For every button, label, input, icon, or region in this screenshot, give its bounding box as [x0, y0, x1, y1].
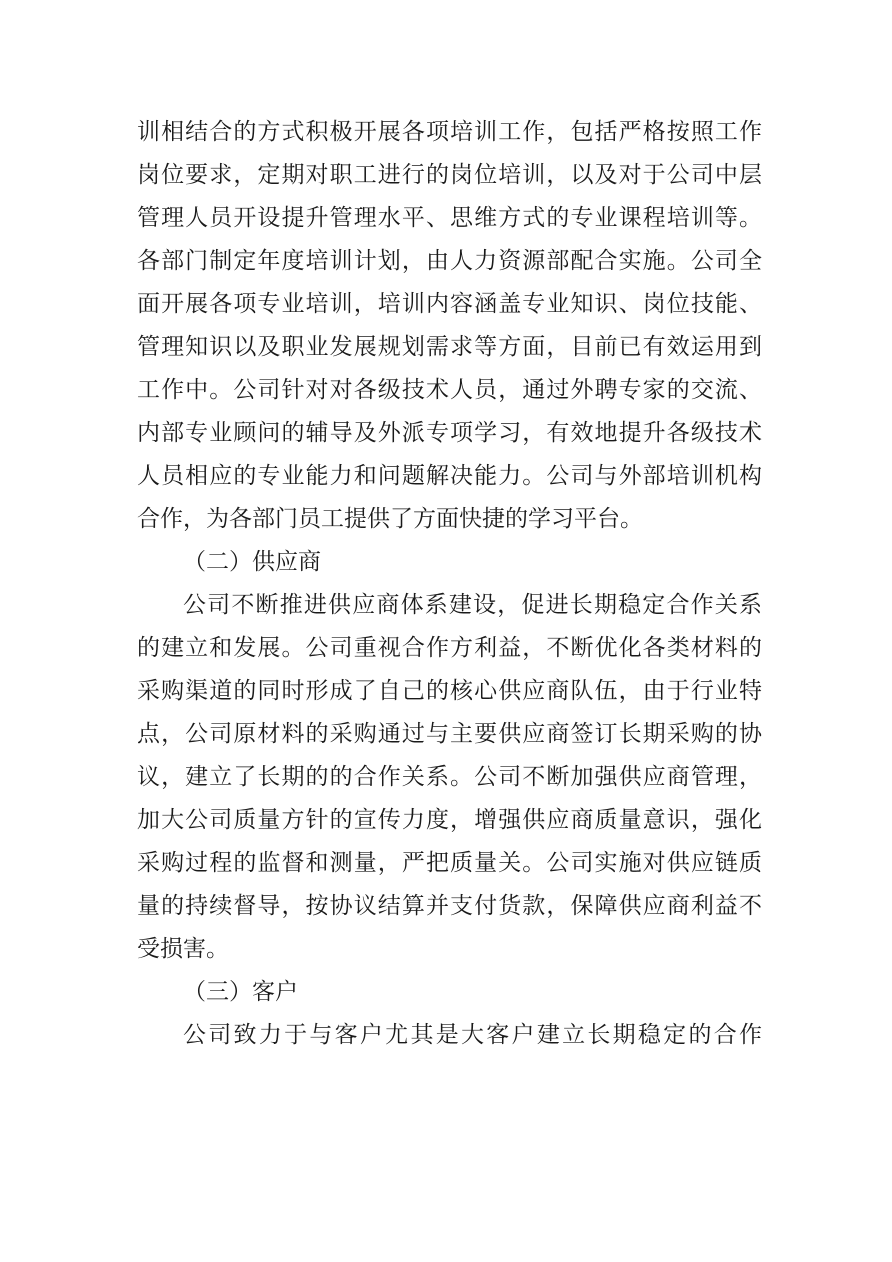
text-line: 公司不断推进供应商体系建设，促进长期稳定合作关系 [183, 592, 762, 618]
text-line: 采购渠道的同时形成了自己的核心供应商队伍，由于行业特 [137, 678, 762, 704]
text-line: 加大公司质量方针的宣传力度，增强供应商质量意识，强化 [137, 807, 762, 833]
text-line: 训相结合的方式积极开展各项培训工作，包括严格按照工作 [137, 119, 762, 145]
text-line: 内部专业顾问的辅导及外派专项学习，有效地提升各级技术 [137, 420, 762, 446]
text-line: 量的持续督导，按协议结算并支付货款，保障供应商利益不 [137, 893, 762, 919]
text-line: 面开展各项专业培训，培训内容涵盖专业知识、岗位技能、 [137, 291, 762, 317]
text-line: 受损害。 [137, 936, 229, 962]
section-heading-customers: （三）客户 [183, 979, 298, 1005]
text-line: 采购过程的监督和测量，严把质量关。公司实施对供应链质 [137, 850, 762, 876]
text-line: 公司致力于与客户尤其是大客户建立长期稳定的合作 [183, 1022, 762, 1048]
text-line: 各部门制定年度培训计划，由人力资源部配合实施。公司全 [137, 248, 762, 274]
text-line: 议，建立了长期的的合作关系。公司不断加强供应商管理， [137, 764, 762, 790]
text-line: 点，公司原材料的采购通过与主要供应商签订长期采购的协 [137, 721, 762, 747]
text-line: 管理知识以及职业发展规划需求等方面，目前已有效运用到 [137, 334, 762, 360]
text-line: 的建立和发展。公司重视合作方利益，不断优化各类材料的 [137, 635, 762, 661]
text-line: 管理人员开设提升管理水平、思维方式的专业课程培训等。 [137, 205, 762, 231]
text-line: 人员相应的专业能力和问题解决能力。公司与外部培训机构 [137, 463, 762, 489]
section-heading-suppliers: （二）供应商 [183, 549, 321, 575]
text-line: 岗位要求，定期对职工进行的岗位培训，以及对于公司中层 [137, 162, 762, 188]
text-line: 合作，为各部门员工提供了方面快捷的学习平台。 [137, 506, 643, 532]
text-line: 工作中。公司针对对各级技术人员，通过外聘专家的交流、 [137, 377, 762, 403]
body-text [137, 111, 762, 1057]
